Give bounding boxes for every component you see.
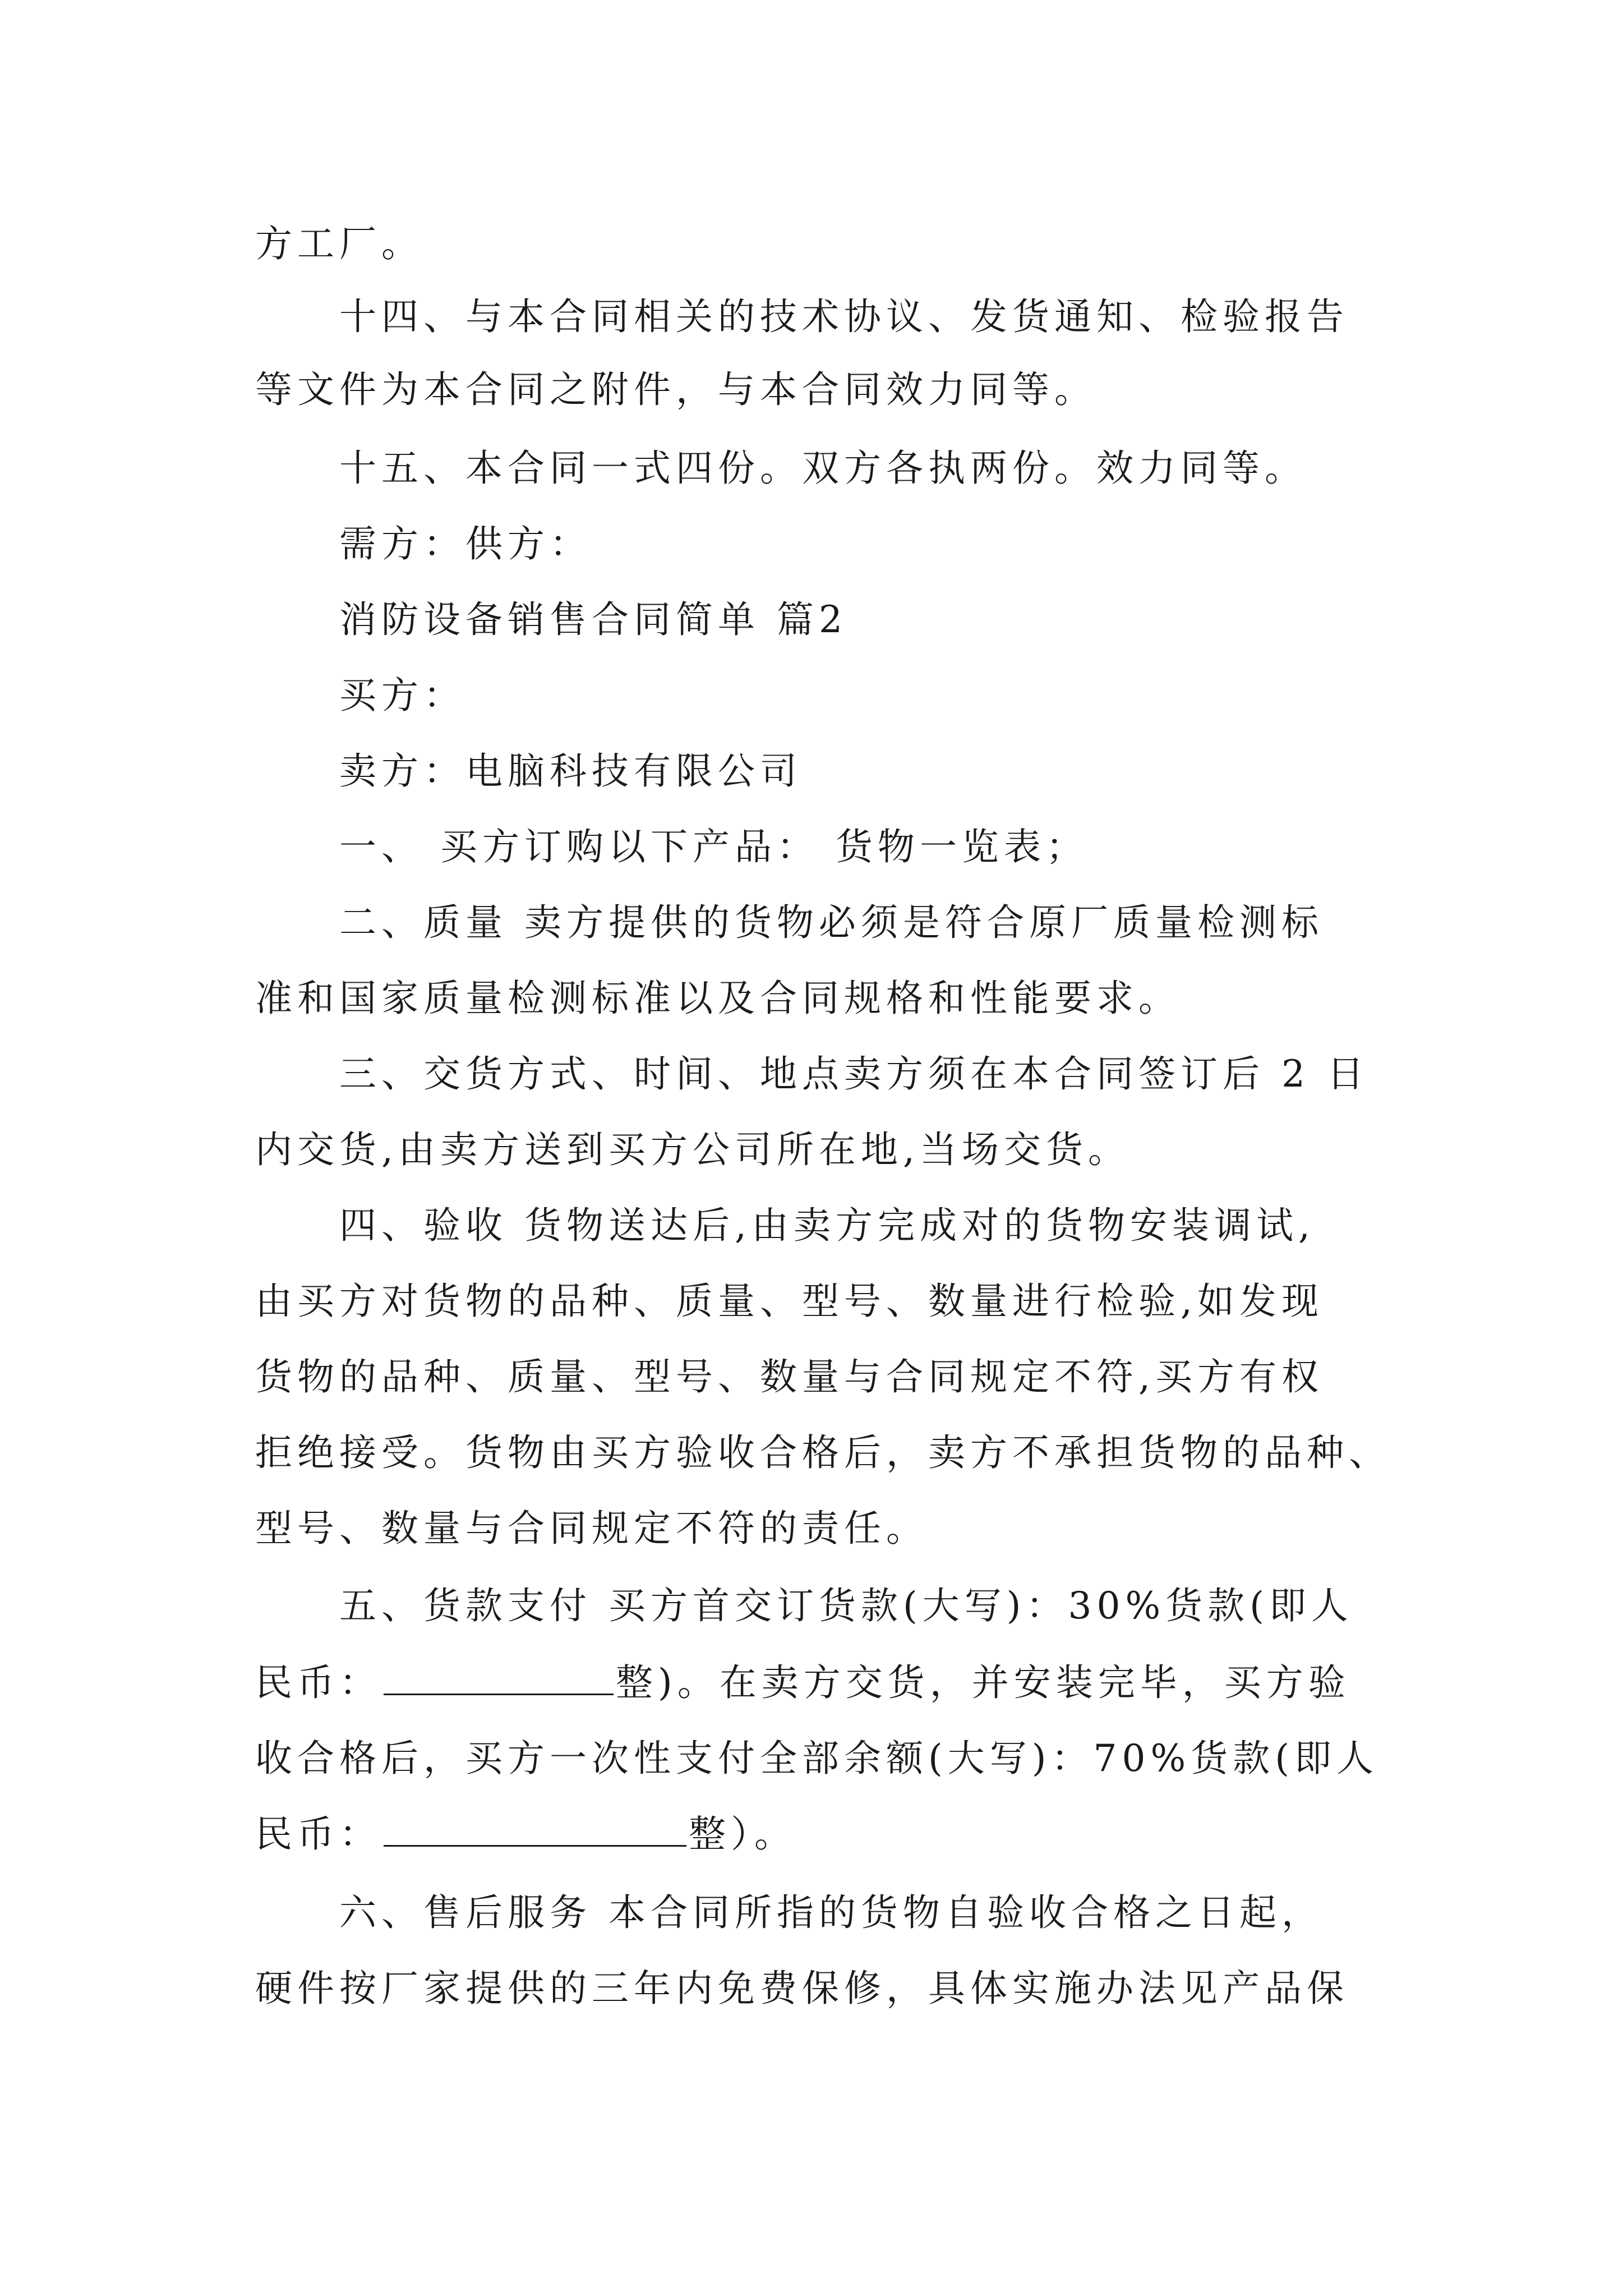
text-line: 型号、数量与合同规定不符的责任。 xyxy=(255,1507,928,1550)
text-line: 拒绝接受。货物由买方验收合格后，卖方不承担货物的品种、 xyxy=(255,1431,1391,1474)
text-line: 内交货,由卖方送到买方公司所在地,当场交货。 xyxy=(255,1128,1130,1171)
section-heading: 消防设备销售合同简单 篇2 xyxy=(339,598,847,641)
text-line: 四、验收 货物送达后,由卖方完成对的货物安装调试, xyxy=(339,1204,1315,1247)
text-line: 十五、本合同一式四份。双方各执两份。效力同等。 xyxy=(339,447,1307,490)
text-line: 十四、与本合同相关的技术协议、发货通知、检验报告 xyxy=(339,295,1349,338)
fill-in-blank xyxy=(384,1659,614,1695)
text-line: 收合格后，买方一次性支付全部余额(大写)：70%货款(即人 xyxy=(255,1737,1378,1780)
text-line: 买方： xyxy=(339,674,465,717)
text-segment: 民币： xyxy=(255,1661,381,1704)
text-line: 六、售后服务 本合同所指的货物自验收合格之日起， xyxy=(339,1891,1324,1934)
text-line: 由买方对货物的品种、质量、型号、数量进行检验,如发现 xyxy=(255,1280,1324,1323)
text-line: 一、 买方订购以下产品： 货物一览表； xyxy=(339,825,1088,868)
text-line: 需方：供方： xyxy=(339,522,592,565)
text-line: 货物的品种、质量、型号、数量与合同规定不符,买方有权 xyxy=(255,1355,1324,1398)
fill-in-blank xyxy=(384,1810,686,1847)
text-line: 方工厂。 xyxy=(255,222,423,265)
text-segment: 整)。在卖方交货，并安装完毕，买方验 xyxy=(616,1661,1350,1704)
text-segment: 整）。 xyxy=(689,1812,796,1856)
text-line: 二、质量 卖方提供的货物必须是符合原厂质量检测标 xyxy=(339,901,1324,944)
text-line-with-blank xyxy=(255,1658,1350,1708)
text-line-with-blank xyxy=(255,1809,796,1860)
text-line: 硬件按厂家提供的三年内免费保修，具体实施办法见产品保 xyxy=(255,1967,1349,2010)
text-line: 卖方：电脑科技有限公司 xyxy=(339,749,802,793)
text-line: 等文件为本合同之附件，与本合同效力同等。 xyxy=(255,368,1096,411)
text-segment: 民币： xyxy=(255,1812,381,1856)
text-line: 五、货款支付 买方首交订货款(大写)：30%货款(即人 xyxy=(339,1584,1353,1627)
text-line: 三、交货方式、时间、地点卖方须在本合同签订后 2 日 xyxy=(339,1052,1369,1096)
text-line: 准和国家质量检测标准以及合同规格和性能要求。 xyxy=(255,977,1181,1020)
